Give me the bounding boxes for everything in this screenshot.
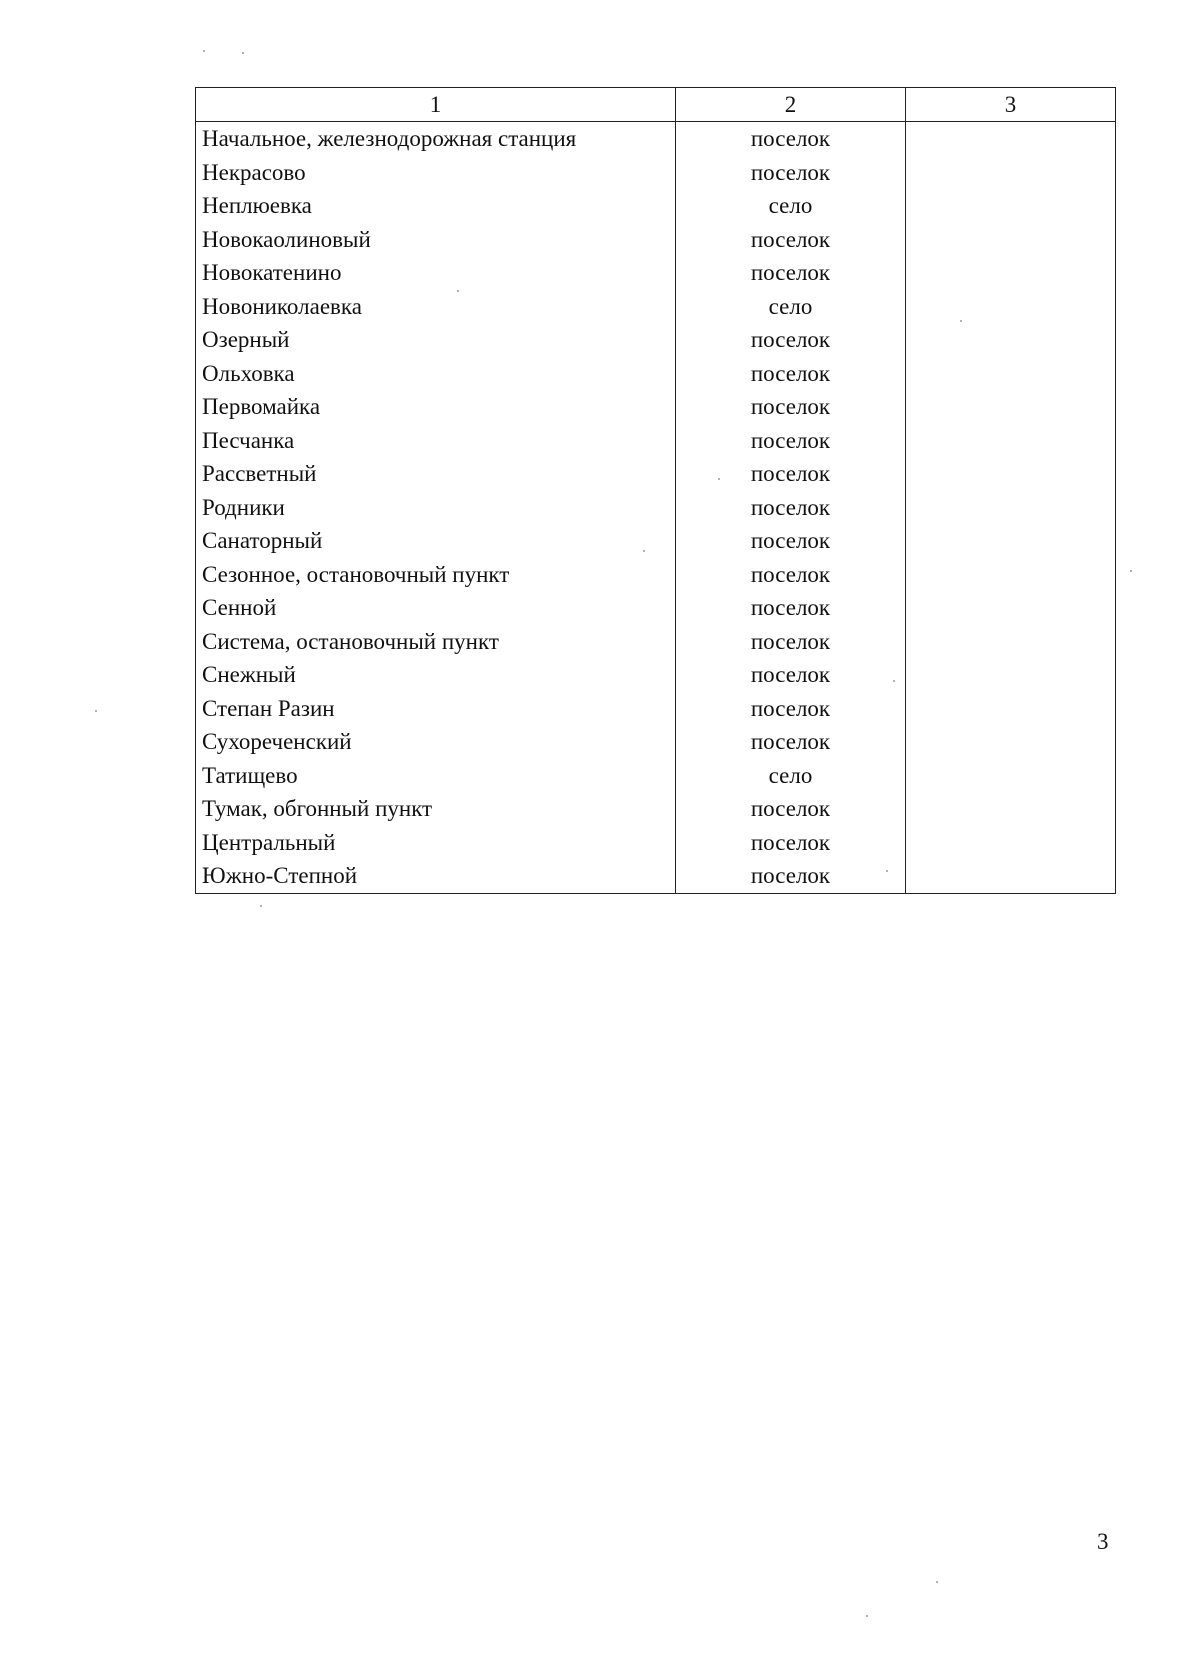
settlement-name-cell: Озерный [196, 323, 676, 357]
scan-speck [936, 1581, 938, 1583]
settlement-type-cell: поселок [676, 859, 906, 893]
table-row [196, 357, 1116, 391]
settlement-type-cell: поселок [676, 457, 906, 491]
settlement-name-cell: Первомайка [196, 390, 676, 424]
table-row [196, 625, 1116, 659]
settlement-type-cell: село [676, 189, 906, 223]
column-3-cell [906, 256, 1116, 290]
table-row [196, 156, 1116, 190]
column-3-cell [906, 826, 1116, 860]
column-3-cell [906, 156, 1116, 190]
settlement-type-cell: поселок [676, 558, 906, 592]
column-3-cell [906, 658, 1116, 692]
table-row [196, 390, 1116, 424]
table-row [196, 658, 1116, 692]
column-3-cell [906, 122, 1116, 156]
table-row [196, 290, 1116, 324]
column-3-cell [906, 189, 1116, 223]
scan-speck [643, 550, 645, 552]
column-3-cell [906, 524, 1116, 558]
column-3-cell [906, 390, 1116, 424]
column-3-cell [906, 290, 1116, 324]
settlement-name-cell: Тумак, обгонный пункт [196, 792, 676, 826]
settlements-table [195, 87, 1116, 894]
settlement-name-cell: Неплюевка [196, 189, 676, 223]
table-header [196, 88, 1116, 122]
settlement-name-cell: Новокаолиновый [196, 223, 676, 257]
settlement-name-cell: Степан Разин [196, 692, 676, 726]
settlement-name-cell: Система, остановочный пункт [196, 625, 676, 659]
column-header-2: 2 [676, 88, 906, 122]
settlement-type-cell: поселок [676, 725, 906, 759]
scan-speck [960, 320, 962, 322]
column-3-cell [906, 625, 1116, 659]
settlement-type-cell: поселок [676, 424, 906, 458]
column-header-1: 1 [196, 88, 676, 122]
table-row [196, 759, 1116, 793]
column-3-cell [906, 223, 1116, 257]
scan-speck [457, 290, 459, 292]
header-row [196, 88, 1116, 122]
table-row [196, 591, 1116, 625]
page-number: 3 [1097, 1529, 1109, 1554]
column-3-cell [906, 323, 1116, 357]
table-row [196, 424, 1116, 458]
table-row [196, 457, 1116, 491]
table-row [196, 323, 1116, 357]
settlement-type-cell: поселок [676, 357, 906, 391]
settlement-type-cell: село [676, 759, 906, 793]
column-3-cell [906, 491, 1116, 525]
column-3-cell [906, 725, 1116, 759]
settlement-name-cell: Родники [196, 491, 676, 525]
column-3-cell [906, 424, 1116, 458]
settlement-name-cell: Новониколаевка [196, 290, 676, 324]
column-3-cell [906, 457, 1116, 491]
table-row [196, 524, 1116, 558]
settlement-type-cell: поселок [676, 491, 906, 525]
column-3-cell [906, 792, 1116, 826]
settlement-type-cell: поселок [676, 625, 906, 659]
scan-speck [95, 710, 97, 712]
settlement-name-cell: Ольховка [196, 357, 676, 391]
settlement-name-cell: Рассветный [196, 457, 676, 491]
column-3-cell [906, 859, 1116, 893]
settlement-type-cell: поселок [676, 692, 906, 726]
table-body [196, 122, 1116, 894]
column-3-cell [906, 357, 1116, 391]
settlement-type-cell: поселок [676, 156, 906, 190]
settlement-name-cell: Санаторный [196, 524, 676, 558]
scan-speck [893, 680, 895, 682]
settlement-type-cell: поселок [676, 323, 906, 357]
table-row [196, 826, 1116, 860]
settlement-type-cell: поселок [676, 524, 906, 558]
settlement-type-cell: поселок [676, 390, 906, 424]
scan-speck [866, 1615, 868, 1617]
settlement-name-cell: Татищево [196, 759, 676, 793]
settlement-name-cell: Сухореченский [196, 725, 676, 759]
scan-speck [1130, 570, 1132, 572]
column-3-cell [906, 591, 1116, 625]
settlement-name-cell: Новокатенино [196, 256, 676, 290]
scan-speck [886, 870, 888, 872]
scan-speck [718, 478, 720, 480]
table-row [196, 491, 1116, 525]
settlement-name-cell: Начальное, железнодорожная станция [196, 122, 676, 156]
column-3-cell [906, 759, 1116, 793]
column-3-cell [906, 692, 1116, 726]
table-row [196, 792, 1116, 826]
settlement-type-cell: поселок [676, 658, 906, 692]
settlement-name-cell: Южно-Степной [196, 859, 676, 893]
settlement-name-cell: Снежный [196, 658, 676, 692]
table-row [196, 725, 1116, 759]
table-row [196, 256, 1116, 290]
settlement-type-cell: село [676, 290, 906, 324]
column-header-3: 3 [906, 88, 1116, 122]
settlement-type-cell: поселок [676, 256, 906, 290]
table-row [196, 558, 1116, 592]
column-3-cell [906, 558, 1116, 592]
settlement-name-cell: Некрасово [196, 156, 676, 190]
settlement-type-cell: поселок [676, 826, 906, 860]
table-row [196, 122, 1116, 156]
table-row [196, 223, 1116, 257]
scan-speck [242, 52, 244, 54]
settlement-type-cell: поселок [676, 591, 906, 625]
settlement-name-cell: Центральный [196, 826, 676, 860]
settlement-name-cell: Сенной [196, 591, 676, 625]
settlement-type-cell: поселок [676, 223, 906, 257]
table-row [196, 859, 1116, 893]
settlement-type-cell: поселок [676, 122, 906, 156]
table-row [196, 692, 1116, 726]
scan-speck [203, 50, 205, 52]
table-row [196, 189, 1116, 223]
settlement-name-cell: Песчанка [196, 424, 676, 458]
scan-speck [260, 905, 262, 907]
settlement-type-cell: поселок [676, 792, 906, 826]
settlement-name-cell: Сезонное, остановочный пункт [196, 558, 676, 592]
